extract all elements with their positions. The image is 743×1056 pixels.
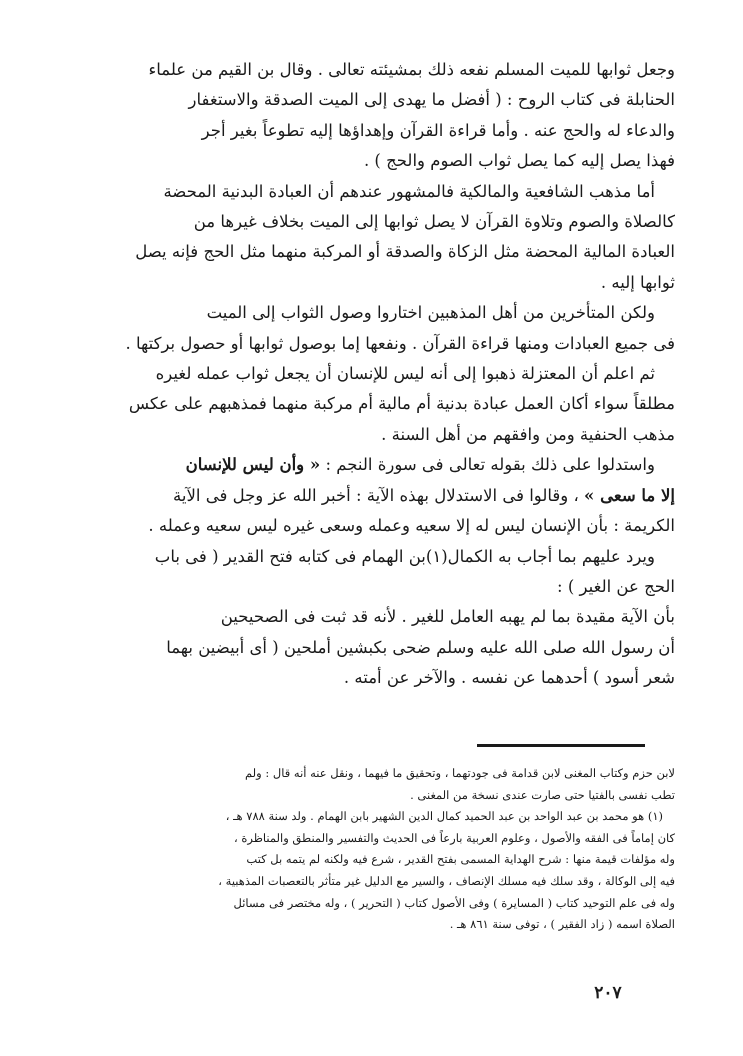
paragraph-3 [105,298,675,359]
quran-quote: « وأن ليس للإنسان [185,455,321,475]
text-line: الحج عن الغير ) : [557,576,675,596]
footnote-line: تطب نفسى بالفتيا حتى صارت عندى نسخة من المغنى . [410,787,675,802]
footnote-separator [477,744,645,747]
text-line: أما مذهب الشافعية والمالكية فالمشهور عندهم أن العبادة البدنية المحضة [163,181,655,201]
footnote-line: وله فى علم التوحيد كتاب ( المسايرة ) وفى الأصول كتاب ( التحرير ) ، وله مختصر فى مسائل [233,895,675,910]
text-line: وجعل ثوابها للميت المسلم نفعه ذلك بمشيئته تعالى . وقال بن القيم من علماء [148,60,675,79]
text-line: بأن الآية مقيدة بما لم يهبه العامل للغير . لأنه قد ثبت فى الصحيحين [220,607,675,627]
paragraph-1 [105,55,675,177]
text-line: ، وقالوا فى الاستدلال بهذه الآية : أخبر الله عز وجل فى الآية [173,485,579,505]
footnote-1 [100,806,675,936]
text-line: ثوابها إليه . [600,272,675,292]
footnote-continuation [100,763,675,806]
footnote-line: الصلاة اسمه ( زاد الفقير ) ، توفى سنة ٨٦١ هـ . [449,917,675,932]
footnote-line: فيه إلى الوكالة ، وقد سلك فيه مسلك الإنصاف ، والسير مع الدليل غير متأثر بالتعصبات المذهبية ، [218,873,675,888]
text-line: مطلقاً سواء أكان العمل عبادة بدنية أم مالية أم مركبة منهما فمذهبهم على عكس [128,394,675,414]
text-line: ولكن المتأخرين من أهل المذهبين اختاروا وصول الثواب إلى الميت [206,303,655,323]
page-number: ٢٠٧ [594,983,622,1003]
text-line: شعر أسود ) أحدهما عن نفسه . والآخر عن أمته . [343,668,675,688]
text-line: ثم اعلم أن المعتزلة ذهبوا إلى أنه ليس للإنسان أن يجعل ثواب عمله لغيره [155,364,655,384]
paragraph-2 [105,177,675,299]
text-line: واستدلوا على ذلك بقوله تعالى فى سورة النجم : [325,455,655,475]
text-line: الكريمة : بأن الإنسان ليس له إلا سعيه وعمله وسعى غيره ليس سعيه وعمله . [148,516,675,536]
text-line: فهذا يصل إليه كما يصل ثواب الصوم والحج ) . [363,151,675,171]
footnote-line: كان إماماً فى الفقه والأصول ، وعلوم العربية بارعاً فى الحديث والتفسير والمنطق والمناظرة ، [234,830,675,845]
text-line: فى جميع العبادات ومنها قراءة القرآن . ونفعها إما بوصول ثوابها أو حصول بركتها . [125,333,675,353]
footnotes [100,763,675,936]
text-line: والدعاء له والحج عنه . وأما قراءة القرآن وإهداؤها إليه تطوعاً بغير أجر [201,120,675,140]
text-line: أن رسول الله صلى الله عليه وسلم ضحى بكبشين أملحين ( أى أبيضين بهما [166,637,675,657]
text-line: ويرد عليهم بما أجاب به الكمال(١)بن الهمام فى كتابه فتح القدير ( فى باب [154,546,655,566]
paragraph-6 [105,542,675,603]
paragraph-7 [105,602,675,693]
paragraph-4 [105,359,675,450]
footnote-line: لابن حزم وكتاب المغنى لابن قدامة فى جودتهما ، وتحقيق ما فيهما ، ونقل عنه أنه قال : ولم [245,766,675,780]
text-line: مذهب الحنفية ومن وافقهم من أهل السنة . [381,424,675,444]
text-line: العبادة المالية المحضة مثل الزكاة والصدقة أو المركبة منهما مثل الحج فإنه يصل [135,242,675,262]
main-text [105,55,675,694]
text-line: الحنابلة فى كتاب الروح : ( أفضل ما يهدى إلى الميت الصدقة والاستغفار [188,90,675,110]
text-line: كالصلاة والصوم وتلاوة القرآن لا يصل ثوابها إلى الميت بخلاف غيرها من [193,212,675,232]
paragraph-5 [105,450,675,541]
quran-quote: إلا ما سعى » [584,485,675,505]
footnote-line: وله مؤلفات قيمة منها : شرح الهداية المسمى بفتح القدير ، شرع فيه ولكنه لم يتمه بل كتب [246,852,675,867]
footnote-line: (١) هو محمد بن عبد الواحد بن عبد الحميد كمال الدين الشهير بابن الهمام . ولد سنة ٧٨٨ هـ ، [225,809,663,824]
